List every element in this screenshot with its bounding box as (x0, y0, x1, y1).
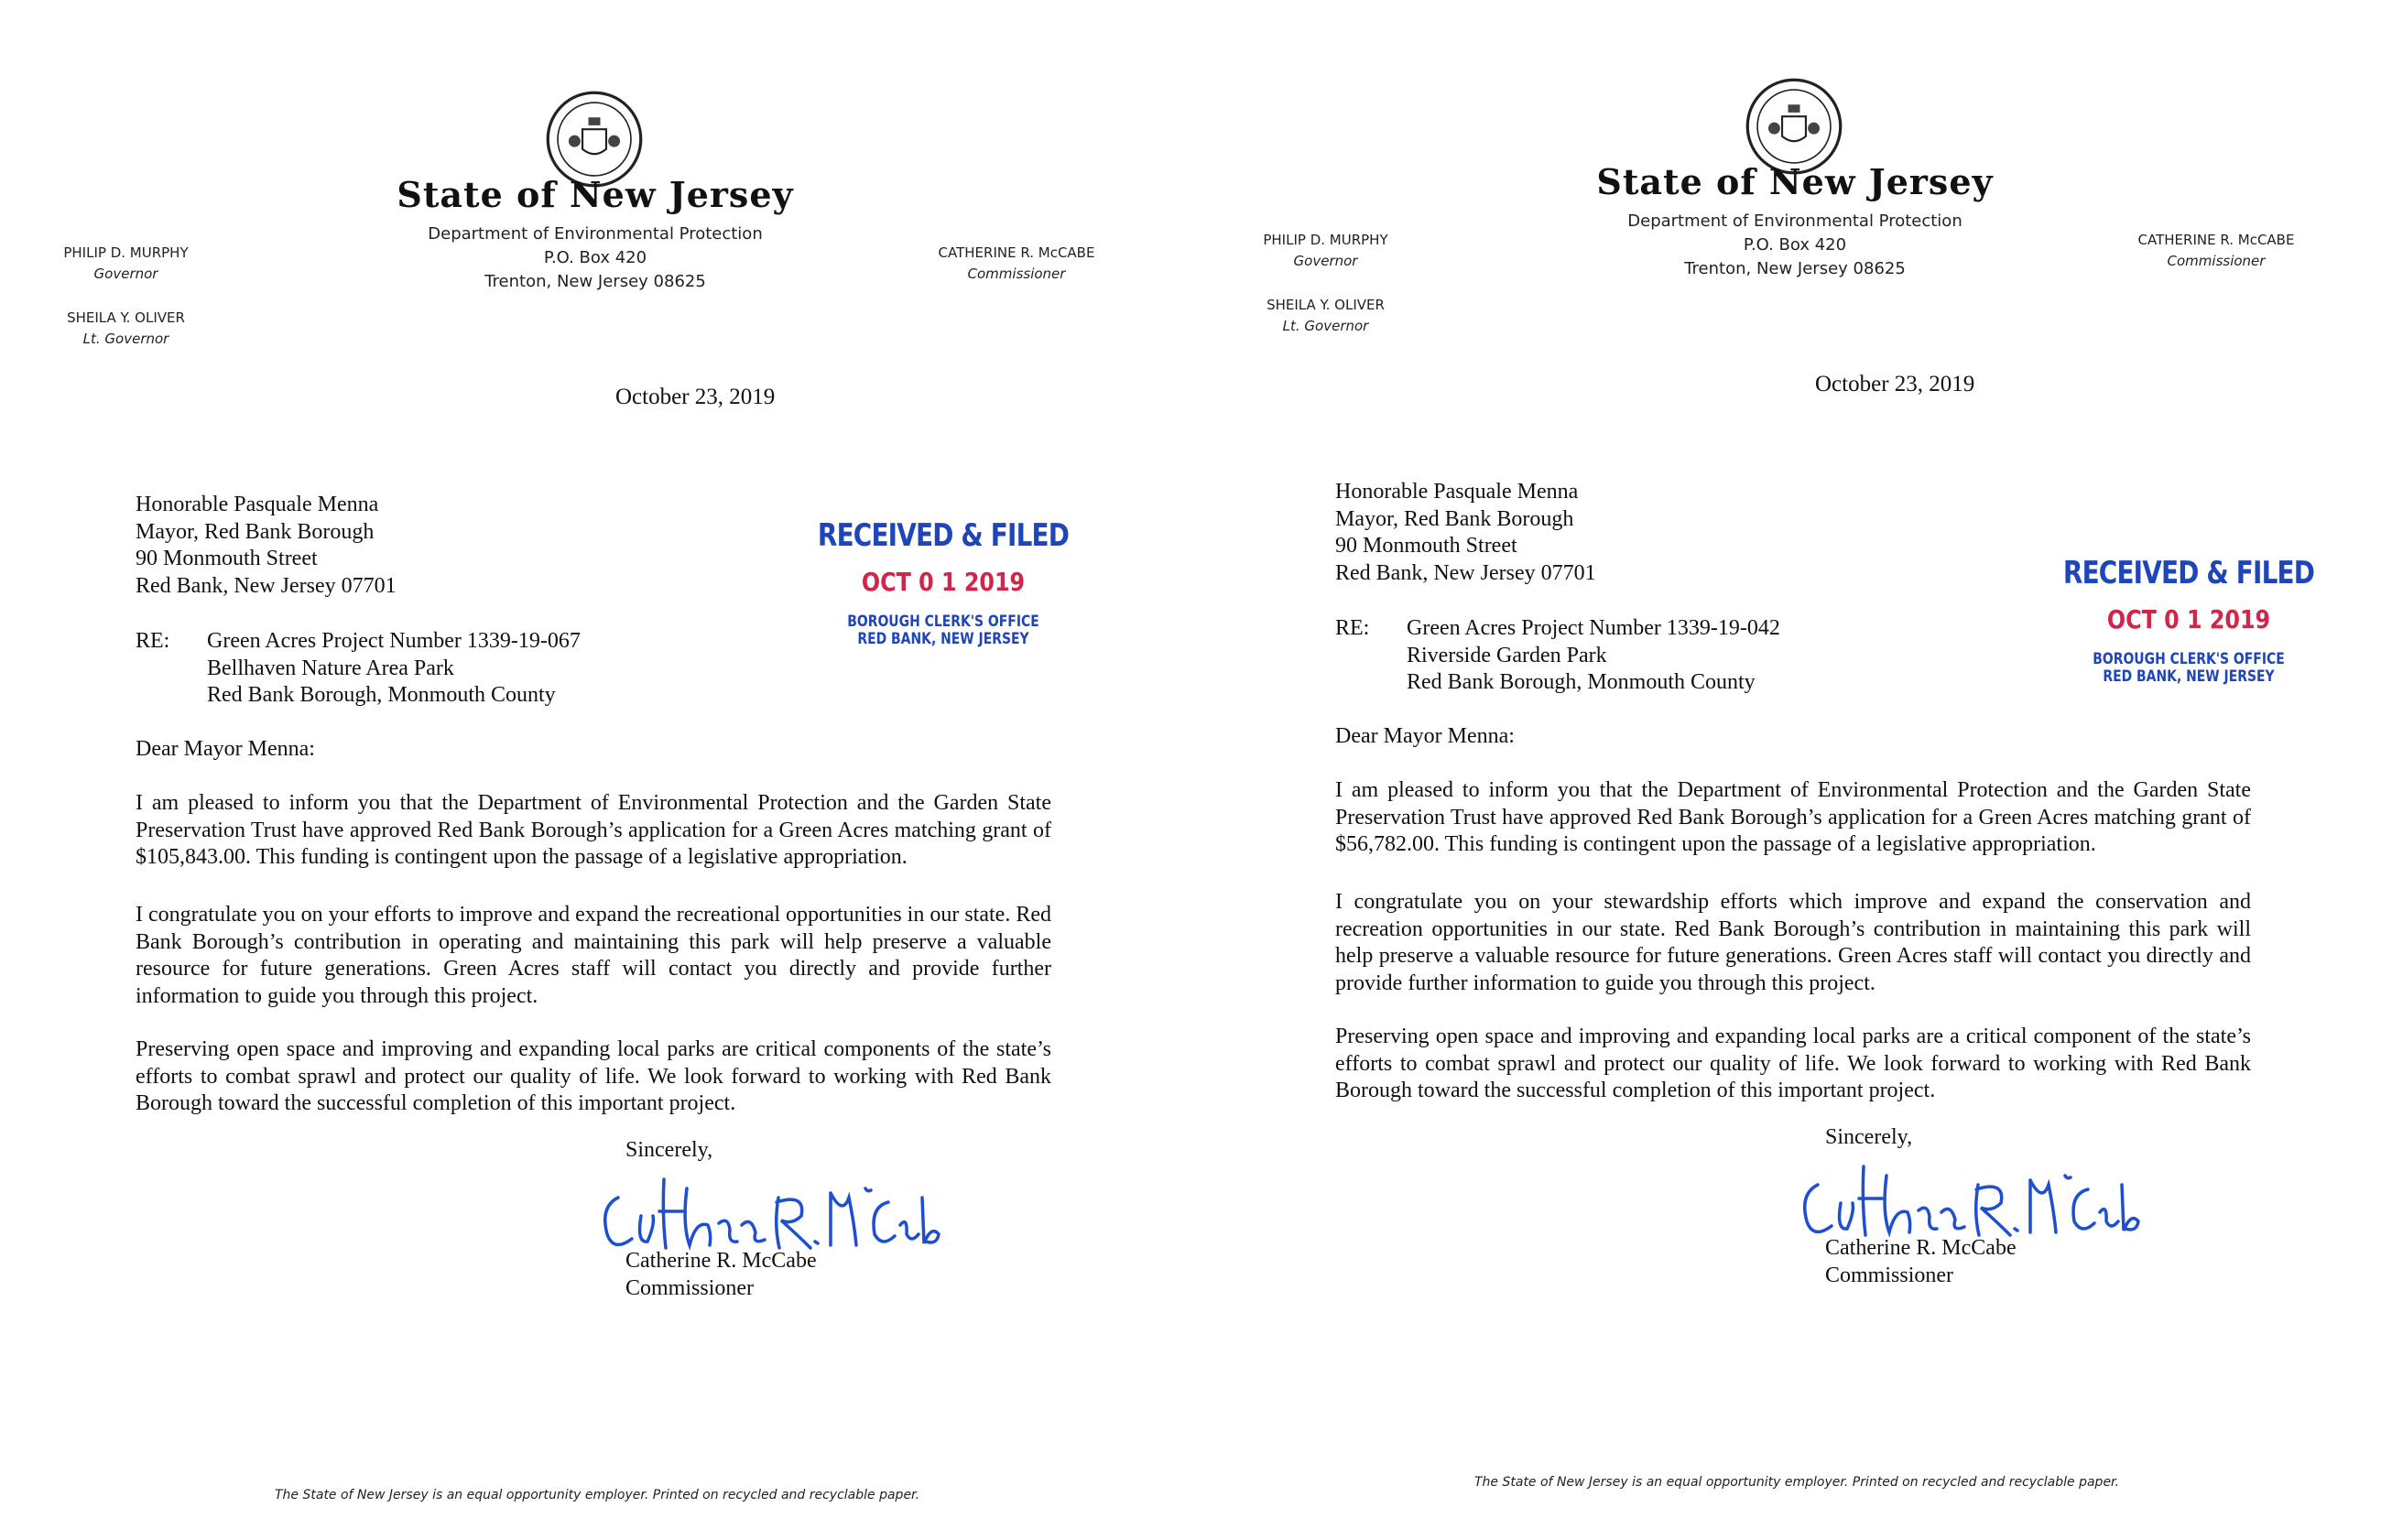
stamp-date: OCT 0 1 2019 (2106, 604, 2271, 634)
lt-governor-block (1241, 295, 1410, 337)
paragraph-1: I am pleased to inform you that the Department of Environmental Protection and the Garden State Preservation Trust have approved Red Bank Borough’s application for a Green Acres matching grant of $56,782.00. This funding is contingent upon the passage of a legislative appropriation. (1335, 778, 2251, 856)
re-line: Red Bank Borough, Monmouth County (1407, 670, 1756, 694)
stamp-date: OCT 0 1 2019 (861, 567, 1026, 597)
footer-note: The State of New Jersey is an equal opportunity employer. Printed on recycled and recyclable paper. (275, 1488, 919, 1502)
lt-governor-name: SHEILA Y. OLIVER (1267, 297, 1385, 313)
address-line: Red Bank, New Jersey 07701 (136, 573, 397, 598)
governor-title: Governor (1293, 253, 1358, 269)
signer-block (1825, 1235, 2017, 1289)
stamp-heading: RECEIVED & FILED (2062, 555, 2315, 591)
commissioner-title: Commissioner (967, 266, 1066, 282)
city-line: Trenton, New Jersey 08625 (1684, 259, 1906, 278)
commissioner-block (2106, 230, 2326, 272)
department-block (1561, 210, 2028, 281)
stamp-office (816, 613, 1071, 648)
re-lines (1407, 615, 1780, 697)
re-lines (207, 628, 581, 710)
governor-block (41, 243, 211, 285)
city-line: Trenton, New Jersey 08625 (484, 272, 706, 291)
signer-title: Commissioner (1825, 1263, 1954, 1287)
paragraph-2: I congratulate you on your stewardship efforts which improve and expand the conservation and recreation opportunities in our state. Red Bank Borough’s contribution in maintaining this park will help preserve a valuable resource for future generations. Green Acres staff will contact you directly and provide further information to guide you through this project. (1335, 890, 2251, 995)
re-line: Green Acres Project Number 1339-19-067 (207, 629, 581, 653)
signer-name: Catherine R. McCabe (625, 1249, 817, 1273)
address-line: Honorable Pasquale Menna (136, 493, 379, 516)
lt-governor-block (41, 308, 211, 350)
department-name: Department of Environmental Protection (1627, 211, 1962, 231)
address-line: Honorable Pasquale Menna (1335, 480, 1579, 504)
paragraph-1: I am pleased to inform you that the Department of Environmental Protection and the Garden State Preservation Trust have approved Red Bank Borough’s application for a Green Acres matching grant of $105,843.00. This funding is contingent upon the passage of a legislative appropriation. (136, 791, 1051, 869)
governor-block (1241, 230, 1410, 272)
address-line: Red Bank, New Jersey 07701 (1335, 560, 1596, 585)
signer-title: Commissioner (625, 1275, 755, 1300)
stamp-office-line: RED BANK, NEW JERSEY (2103, 667, 2275, 686)
lt-governor-title: Lt. Governor (1282, 318, 1369, 334)
governor-title: Governor (93, 266, 158, 282)
received-stamp (788, 517, 1099, 648)
re-label: RE: (1335, 616, 1370, 640)
signer-block (625, 1248, 817, 1302)
address-line: 90 Monmouth Street (1335, 534, 1517, 558)
address-line: Mayor, Red Bank Borough (136, 519, 375, 544)
state-title: State of New Jersey (1596, 161, 1994, 202)
received-stamp (2033, 555, 2344, 686)
paragraph-3: Preserving open space and improving and expanding local parks are critical components of the state’s efforts to combat sprawl and protect our quality of life. We look forward to working with Red Bank Borough toward the successful completion of this important project. (136, 1037, 1051, 1115)
address-line: 90 Monmouth Street (136, 547, 318, 570)
lt-governor-title: Lt. Governor (82, 331, 169, 347)
handwritten-signature (591, 1161, 957, 1262)
re-line: Bellhaven Nature Area Park (207, 656, 454, 680)
signer-name: Catherine R. McCabe (1825, 1236, 2017, 1260)
stamp-heading: RECEIVED & FILED (817, 517, 1070, 554)
recipient-address (1335, 479, 1596, 587)
re-label: RE: (136, 629, 170, 653)
department-block (362, 222, 829, 294)
state-title: State of New Jersey (397, 174, 794, 215)
commissioner-title: Commissioner (2167, 253, 2266, 269)
stamp-office-line: RED BANK, NEW JERSEY (857, 630, 1029, 648)
governor-name: PHILIP D. MURPHY (63, 244, 189, 261)
salutation: Dear Mayor Menna: (136, 737, 315, 761)
re-line: Green Acres Project Number 1339-19-042 (1407, 616, 1780, 640)
po-box: P.O. Box 420 (1743, 235, 1847, 255)
footer-note: The State of New Jersey is an equal opportunity employer. Printed on recycled and recyclable paper. (1474, 1475, 2119, 1490)
commissioner-name: CATHERINE R. McCABE (938, 244, 1095, 261)
closing: Sincerely, (625, 1138, 713, 1162)
recipient-address (136, 492, 397, 600)
handwritten-signature (1790, 1148, 2157, 1249)
letter-riverside (1200, 0, 2381, 1527)
address-line: Mayor, Red Bank Borough (1335, 506, 1574, 531)
lt-governor-name: SHEILA Y. OLIVER (67, 309, 185, 326)
letter-date: October 23, 2019 (1815, 372, 1975, 396)
re-line: Riverside Garden Park (1407, 643, 1607, 667)
salutation: Dear Mayor Menna: (1335, 724, 1515, 748)
stamp-office-line: BOROUGH CLERK'S OFFICE (847, 613, 1039, 631)
letter-bellhaven (0, 0, 1190, 1540)
commissioner-block (907, 243, 1126, 285)
closing: Sincerely, (1825, 1125, 1913, 1149)
commissioner-name: CATHERINE R. McCABE (2137, 232, 2295, 248)
paragraph-3: Preserving open space and improving and expanding local parks are a critical component of the state’s efforts to combat sprawl and protect our quality of life. We look forward to working with Red Bank Borough toward the successful completion of this important project. (1335, 1025, 2251, 1102)
department-name: Department of Environmental Protection (428, 224, 763, 244)
re-line: Red Bank Borough, Monmouth County (207, 683, 556, 707)
po-box: P.O. Box 420 (543, 248, 647, 267)
stamp-office (2061, 651, 2317, 686)
stamp-office-line: BOROUGH CLERK'S OFFICE (2093, 650, 2285, 668)
paragraph-2: I congratulate you on your efforts to improve and expand the recreational opportunities in our state. Red Bank Borough’s contribution in operating and maintaining this park will help preserve a valuable resource for future generations. Green Acres staff will contact you directly and provide further information to guide you through this project. (136, 903, 1051, 1008)
governor-name: PHILIP D. MURPHY (1263, 232, 1388, 248)
letter-date: October 23, 2019 (615, 385, 776, 409)
